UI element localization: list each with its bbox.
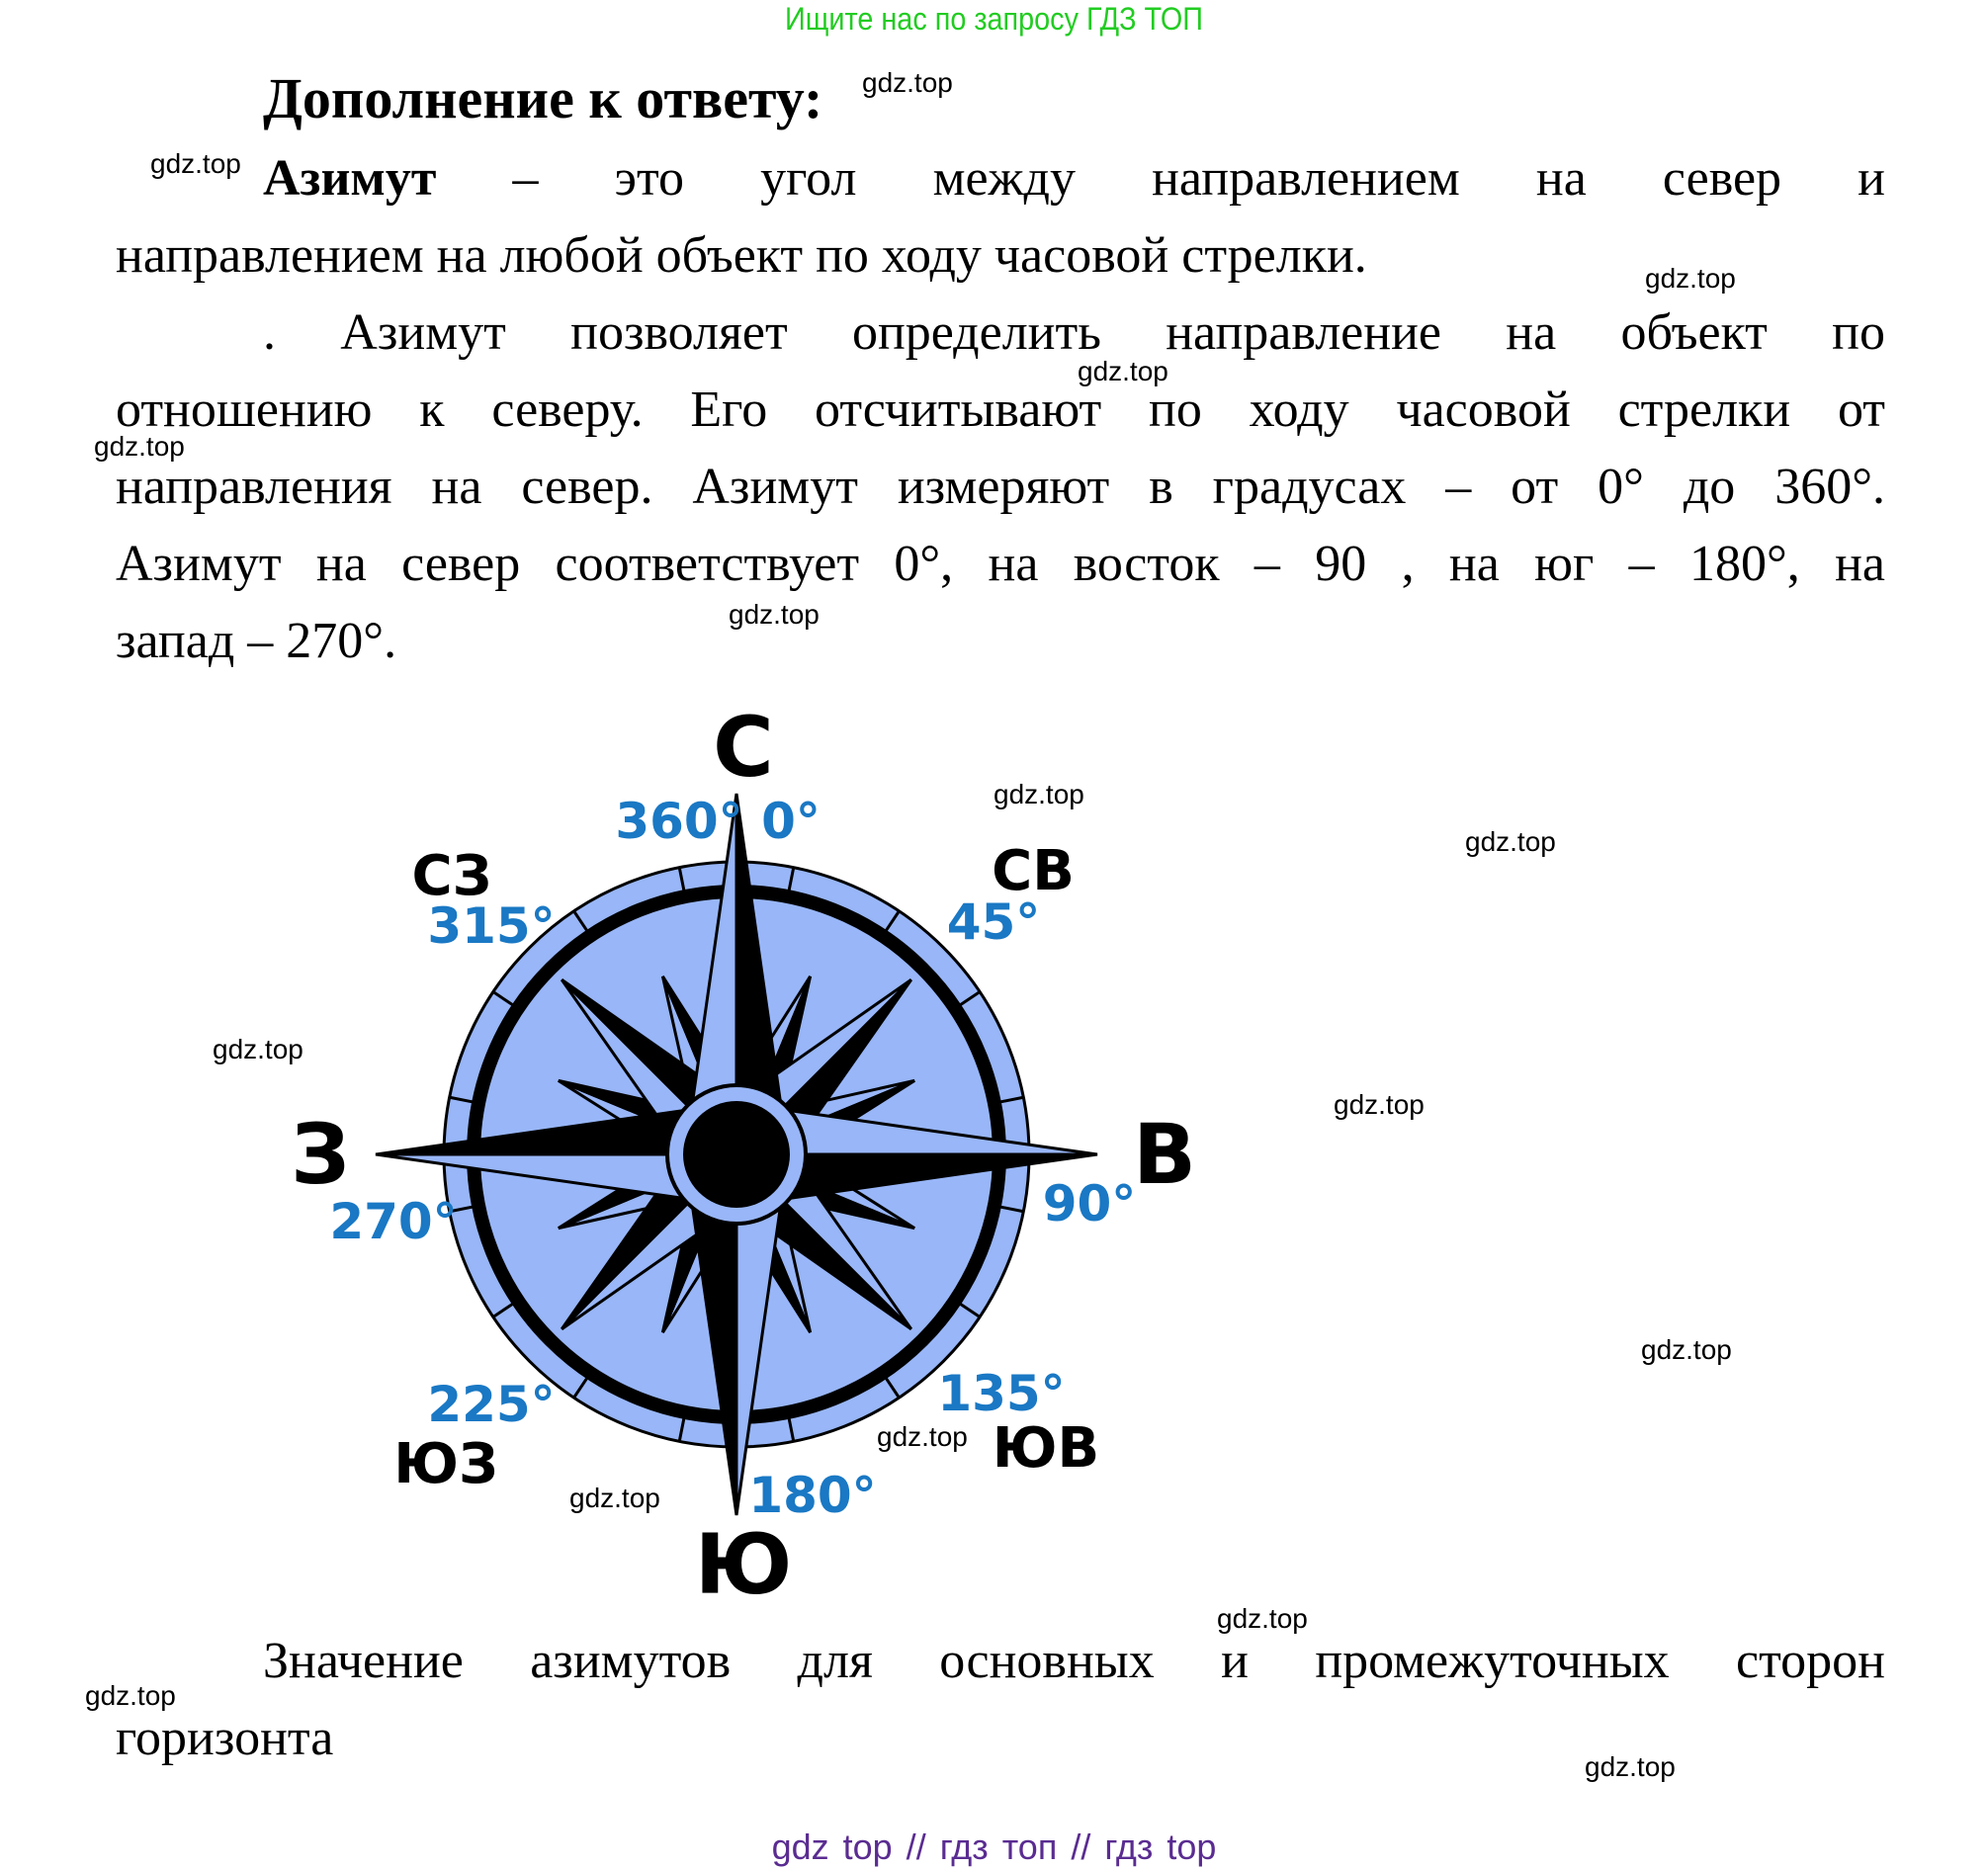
label-north: С xyxy=(713,699,774,796)
deg-east: 90° xyxy=(1042,1175,1137,1232)
compass-center-hub xyxy=(683,1101,790,1208)
paragraph-2-line-1: . Азимут позволяет определить направление на объект по xyxy=(263,304,1885,361)
watermark: gdz.top xyxy=(213,1034,303,1064)
search-banner: Ищите нас по запросу ГДЗ ТОП xyxy=(785,1,1203,37)
deg-southwest: 225° xyxy=(427,1376,556,1433)
watermark: gdz.top xyxy=(1585,1751,1676,1782)
deg-north-0: 0° xyxy=(761,793,821,850)
deg-southeast: 135° xyxy=(937,1365,1066,1422)
watermark: gdz.top xyxy=(994,779,1084,809)
watermark: gdz.top xyxy=(94,431,185,462)
label-northwest: СЗ xyxy=(411,844,492,908)
deg-north-360: 360° xyxy=(615,793,743,850)
deg-northeast: 45° xyxy=(946,893,1041,951)
term-azimuth: Азимут xyxy=(263,150,437,207)
label-west: З xyxy=(291,1106,350,1203)
caption-line-1: Значение азимутов для основных и промежуточных сторон xyxy=(263,1633,1885,1689)
watermark: gdz.top xyxy=(150,148,241,179)
watermark: gdz.top xyxy=(1465,826,1556,857)
watermark: gdz.top xyxy=(862,67,953,98)
watermark: gdz.top xyxy=(1334,1089,1425,1120)
caption-line-2: горизонта xyxy=(116,1710,334,1766)
label-south: Ю xyxy=(694,1516,793,1613)
label-northeast: СВ xyxy=(992,839,1075,903)
watermark: gdz.top xyxy=(729,599,820,630)
label-southwest: ЮЗ xyxy=(393,1432,498,1496)
paragraph-2-line-4: Азимут на север соответствует 0°, на восток – 90 , на юг – 180°, на xyxy=(116,536,1885,592)
deg-south: 180° xyxy=(748,1467,877,1524)
paragraph-1-line-2: направлением на любой объект по ходу часовой стрелки. xyxy=(116,227,1367,284)
paragraph-2-line-5: запад – 270°. xyxy=(116,613,397,669)
watermark: gdz.top xyxy=(85,1680,176,1711)
watermark: gdz.top xyxy=(1078,356,1168,386)
footer-links: gdz top // гдз топ // гдз top xyxy=(771,1826,1217,1867)
definition-text: – это угол между направлением на север и xyxy=(512,150,1885,207)
watermark: gdz.top xyxy=(1641,1334,1732,1365)
paragraph-2-line-3: направления на север. Азимут измеряют в градусах – от 0° до 360°. xyxy=(116,459,1885,515)
watermark: gdz.top xyxy=(569,1483,660,1513)
label-east: В xyxy=(1132,1106,1197,1203)
section-title: Дополнение к ответу: xyxy=(263,66,823,130)
watermark: gdz.top xyxy=(1645,263,1736,294)
paragraph-2-line-2: отношению к северу. Его отсчитывают по ходу часовой стрелки от xyxy=(116,382,1885,438)
deg-northwest: 315° xyxy=(427,897,556,955)
watermark: gdz.top xyxy=(877,1421,968,1452)
label-southeast: ЮВ xyxy=(992,1416,1100,1481)
deg-west: 270° xyxy=(329,1193,458,1250)
watermark: gdz.top xyxy=(1217,1603,1308,1634)
